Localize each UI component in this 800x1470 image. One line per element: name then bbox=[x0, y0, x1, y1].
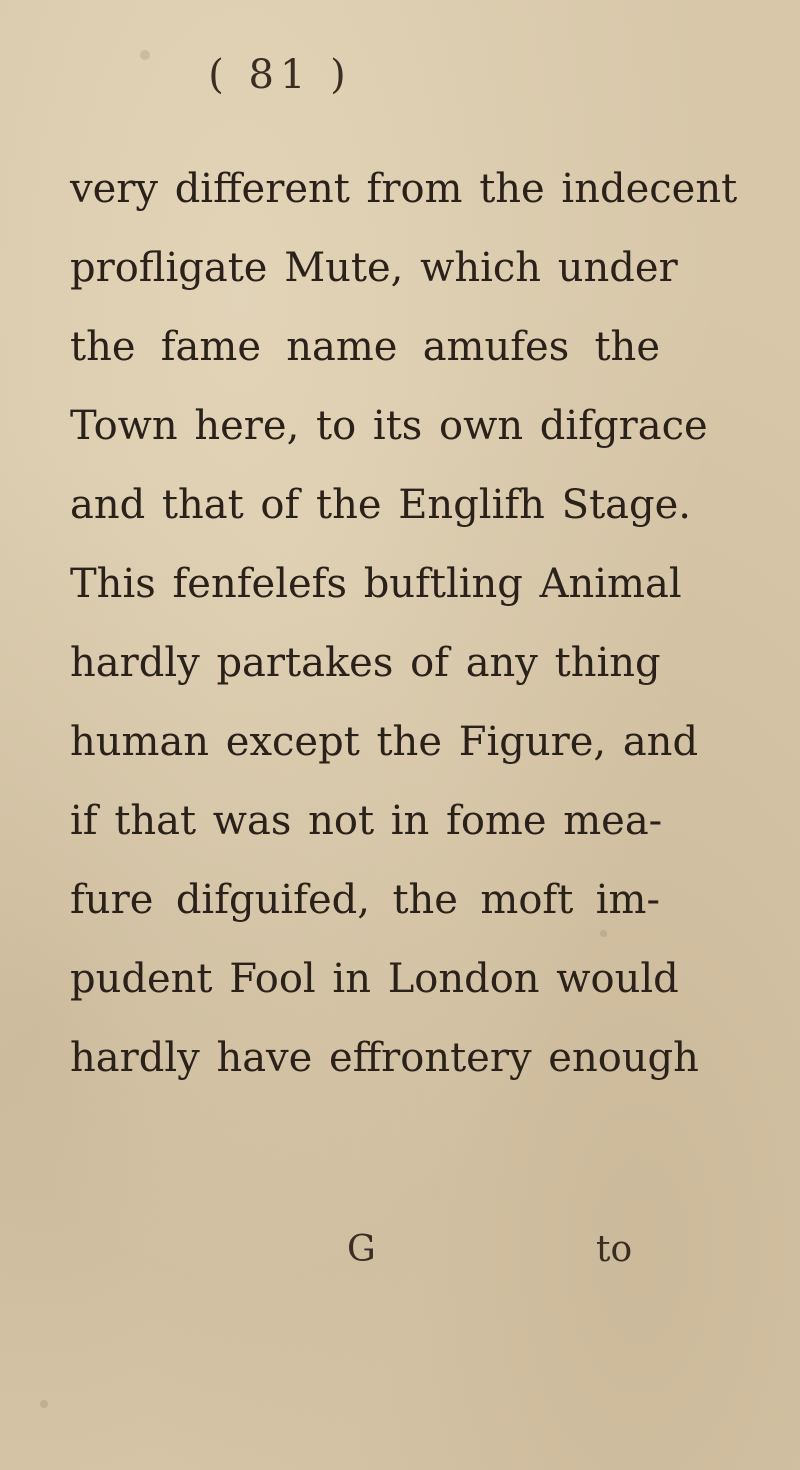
catchword: to bbox=[596, 1229, 633, 1270]
text-line: pudent Fool in London would bbox=[70, 956, 679, 1002]
text-line: Town here, to its own difgrace bbox=[70, 403, 708, 449]
text-line: This fenfelefs buftling Animal bbox=[70, 561, 682, 607]
text-line: very different from the indecent bbox=[70, 166, 738, 212]
paper-stain bbox=[40, 1400, 48, 1408]
text-line: human except the Figure, and bbox=[70, 719, 699, 765]
text-line: and that of the Englifh Stage. bbox=[70, 482, 691, 528]
text-line: hardly have effrontery enough bbox=[70, 1035, 699, 1081]
text-line: profligate Mute, which under bbox=[70, 245, 678, 291]
body-text bbox=[70, 150, 738, 1098]
page-number: ( 81 ) bbox=[208, 52, 352, 98]
signature-mark: G bbox=[347, 1229, 376, 1270]
text-line: if that was not in fome mea- bbox=[70, 798, 663, 844]
text-line: the fame name amufes the bbox=[70, 324, 660, 370]
text-line: fure difguifed, the moft im- bbox=[70, 877, 660, 923]
text-line: hardly partakes of any thing bbox=[70, 640, 661, 686]
